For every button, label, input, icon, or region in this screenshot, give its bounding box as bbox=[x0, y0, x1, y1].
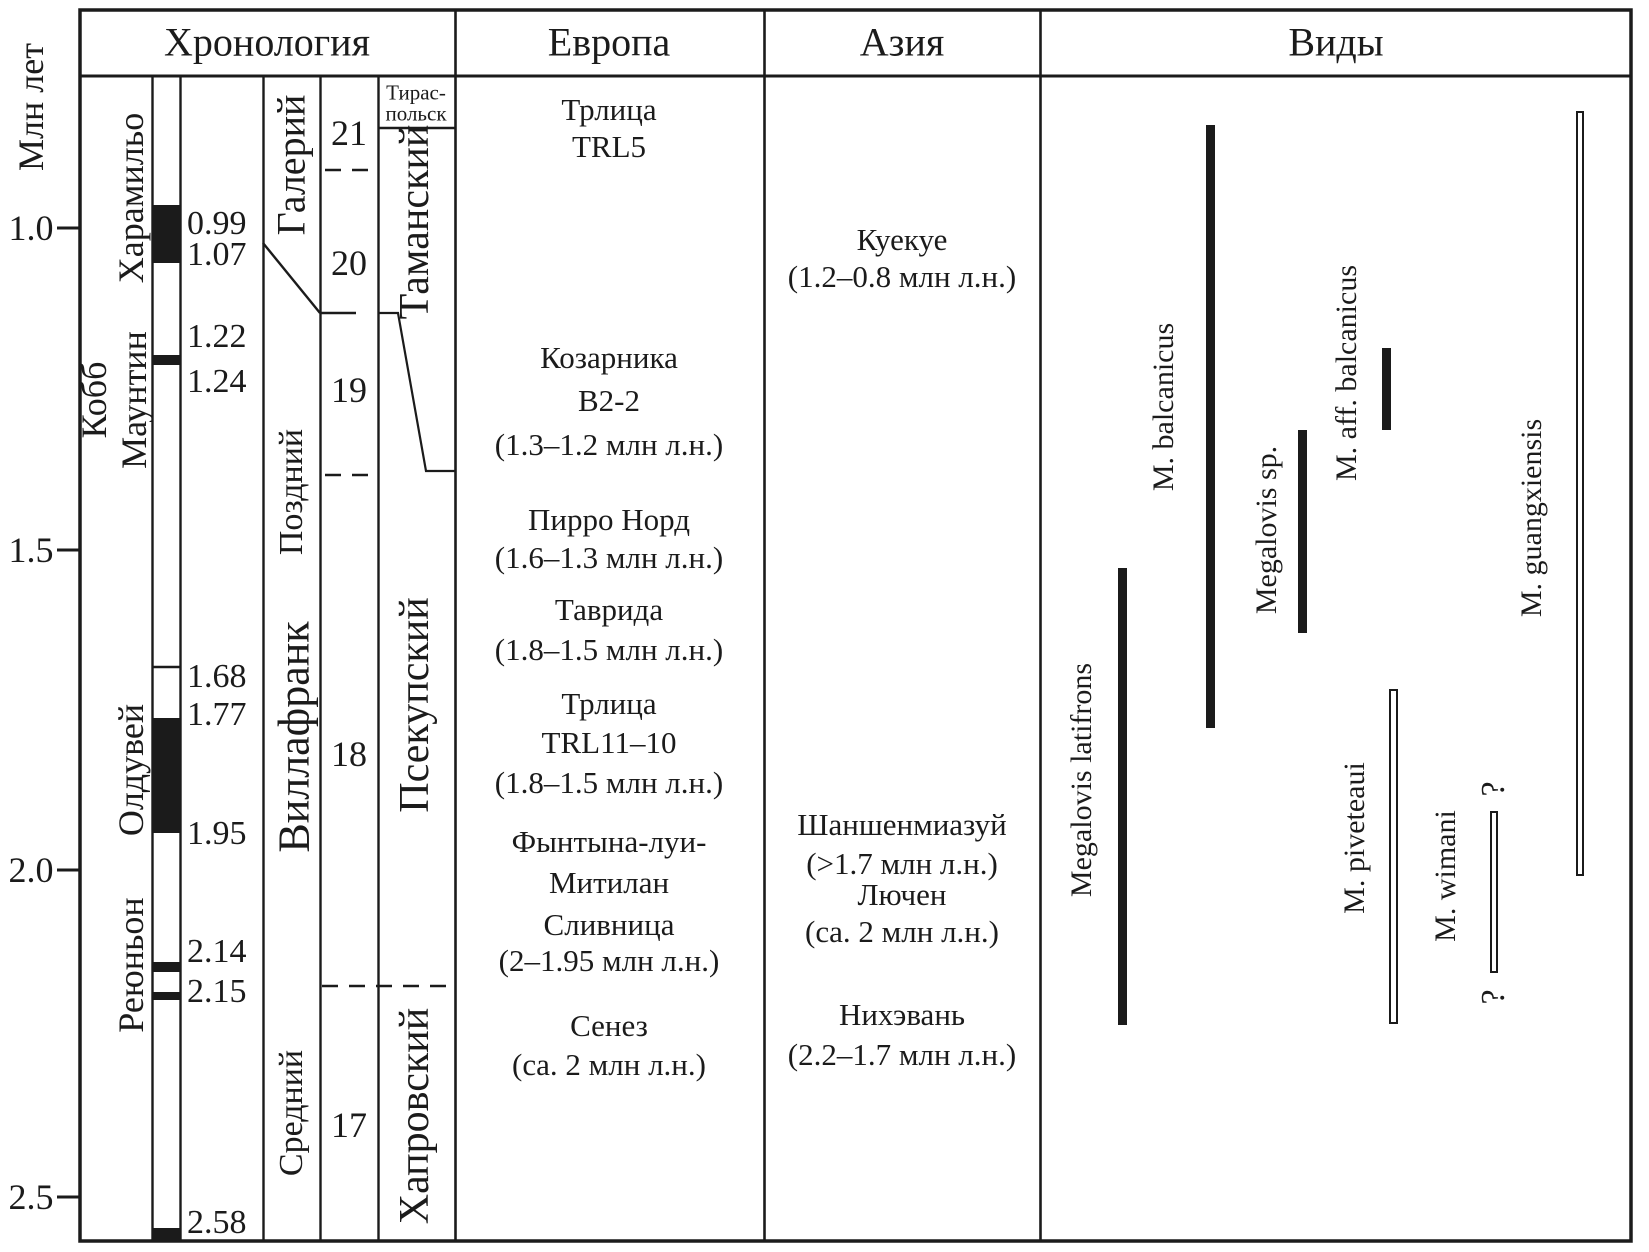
species-name-label: M. guangxiensis bbox=[1515, 418, 1548, 618]
asia-site-line: Куекуе bbox=[856, 222, 948, 257]
asia-site-line: Нихэвань bbox=[838, 997, 966, 1032]
axis-tick-label: 2.5 bbox=[8, 1177, 54, 1217]
age-boundary-label: 2.14 bbox=[187, 933, 247, 970]
mq-zone-label: 19 bbox=[331, 370, 367, 410]
axis-tick-label: 2.0 bbox=[8, 850, 54, 890]
stage-label: Таманский bbox=[392, 124, 438, 320]
species-name-label: M. wimani bbox=[1429, 810, 1462, 942]
europe-site-line: Пирро Норд bbox=[528, 502, 690, 537]
species-range-bar-double bbox=[1491, 812, 1497, 972]
query-mark-bottom: ? bbox=[1475, 989, 1512, 1005]
species-name-label: Megalovis sp. bbox=[1250, 445, 1283, 615]
europe-site-line: Трлица bbox=[561, 92, 657, 127]
subchron-label-line: Харамильо bbox=[111, 112, 151, 284]
europe-site-line: (2–1.95 млн л.н.) bbox=[498, 943, 720, 978]
species-range-bar-double bbox=[1390, 690, 1397, 1023]
axis-tick-label: 1.0 bbox=[8, 208, 54, 248]
europe-site-line: (ca. 2 млн л.н.) bbox=[512, 1047, 706, 1082]
species-name-label: M. piveteaui bbox=[1338, 762, 1371, 914]
elma-label: Поздний bbox=[273, 428, 310, 556]
subchron-label-line: Маунтин bbox=[114, 331, 154, 469]
europe-site-line: TRL5 bbox=[571, 129, 647, 164]
subchron-label bbox=[111, 113, 151, 283]
header-europe: Европа bbox=[547, 19, 671, 65]
subchron-label-line: Олдувей bbox=[111, 703, 151, 837]
asia-site-line: (1.2–0.8 млн л.н.) bbox=[787, 259, 1017, 294]
stage-label: Хапровский bbox=[392, 1007, 438, 1225]
europe-site-line: Трлица bbox=[561, 686, 657, 721]
subchron-label-line: Реюньон bbox=[111, 897, 151, 1033]
mq-zone-label: 18 bbox=[331, 734, 367, 774]
asia-site-line: Шаншенмиазуй bbox=[797, 807, 1007, 842]
species-name-label: M. balcanicus bbox=[1147, 322, 1180, 492]
subchron-label-line: Кобб bbox=[74, 361, 114, 439]
query-mark-top: ? bbox=[1475, 781, 1512, 797]
europe-site-line: B2-2 bbox=[578, 383, 640, 418]
header-asia: Азия bbox=[859, 19, 945, 65]
species-range-bar-solid bbox=[1118, 568, 1127, 1025]
age-boundary-label: 1.77 bbox=[187, 696, 247, 733]
elma-label: Галерий bbox=[268, 94, 314, 236]
polarity-black-segment bbox=[153, 205, 181, 263]
stage-label: Псекупский bbox=[392, 597, 438, 813]
asia-site-line: Лючен bbox=[857, 877, 947, 912]
europe-site-line: (1.8–1.5 млн л.н.) bbox=[494, 632, 724, 667]
axis-title: Млн лет bbox=[11, 43, 51, 171]
polarity-black-segment bbox=[153, 992, 181, 1000]
polarity-black-segment bbox=[153, 718, 181, 833]
elma-label: Средний bbox=[273, 1049, 310, 1177]
species-range-bar-solid bbox=[1382, 348, 1391, 430]
age-boundary-label: 1.95 bbox=[187, 815, 247, 852]
subchron-label bbox=[74, 331, 154, 469]
europe-site-line: Сенез bbox=[570, 1008, 648, 1043]
europe-site-line: Сливница bbox=[543, 907, 675, 942]
polarity-black-segment bbox=[153, 1228, 181, 1240]
species-name-label: Megalovis latifrons bbox=[1065, 662, 1098, 898]
header-chronology: Хронология bbox=[164, 19, 370, 65]
europe-site-line: Фынтына-луи- bbox=[511, 824, 707, 859]
age-boundary-label: 1.22 bbox=[187, 318, 247, 355]
age-boundary-label: 2.15 bbox=[187, 973, 247, 1010]
europe-site-line: (1.6–1.3 млн л.н.) bbox=[494, 540, 724, 575]
age-boundary-label: 1.68 bbox=[187, 658, 247, 695]
species-name-label: M. aff. balcanicus bbox=[1330, 264, 1363, 482]
europe-site-line: Таврида bbox=[554, 592, 664, 627]
species-range-bar-solid bbox=[1206, 125, 1215, 728]
species-range-bar-solid bbox=[1298, 430, 1307, 633]
stage-box-line: польск bbox=[385, 101, 447, 126]
europe-site-line: (1.8–1.5 млн л.н.) bbox=[494, 765, 724, 800]
asia-site-line: (>1.7 млн л.н.) bbox=[806, 846, 998, 881]
species-range-bar-double bbox=[1577, 112, 1583, 875]
age-boundary-label: 2.58 bbox=[187, 1204, 247, 1241]
header-species: Виды bbox=[1288, 19, 1384, 65]
subchron-label bbox=[111, 704, 151, 836]
polarity-black-segment bbox=[153, 962, 181, 972]
stage-box-line: Тирас- bbox=[386, 80, 446, 105]
mq-zone-label: 21 bbox=[331, 113, 367, 153]
europe-site-line: TRL11–10 bbox=[541, 725, 677, 760]
subchron-label bbox=[111, 897, 151, 1032]
age-boundary-label: 1.07 bbox=[187, 236, 247, 273]
mq-zone-label: 17 bbox=[331, 1105, 367, 1145]
europe-site-line: Козарника bbox=[540, 340, 678, 375]
polarity-black-segment bbox=[153, 355, 181, 365]
asia-site-line: (ca. 2 млн л.н.) bbox=[805, 914, 999, 949]
mq-zone-label: 20 bbox=[331, 243, 367, 283]
axis-tick-label: 1.5 bbox=[8, 530, 54, 570]
age-boundary-label: 1.24 bbox=[187, 363, 247, 400]
asia-site-line: (2.2–1.7 млн л.н.) bbox=[787, 1037, 1017, 1072]
age-boundary-label: 0.99 bbox=[187, 205, 247, 242]
elma-label: Виллафранк bbox=[269, 621, 319, 853]
europe-site-line: (1.3–1.2 млн л.н.) bbox=[494, 427, 724, 462]
europe-site-line: Митилан bbox=[548, 865, 670, 900]
